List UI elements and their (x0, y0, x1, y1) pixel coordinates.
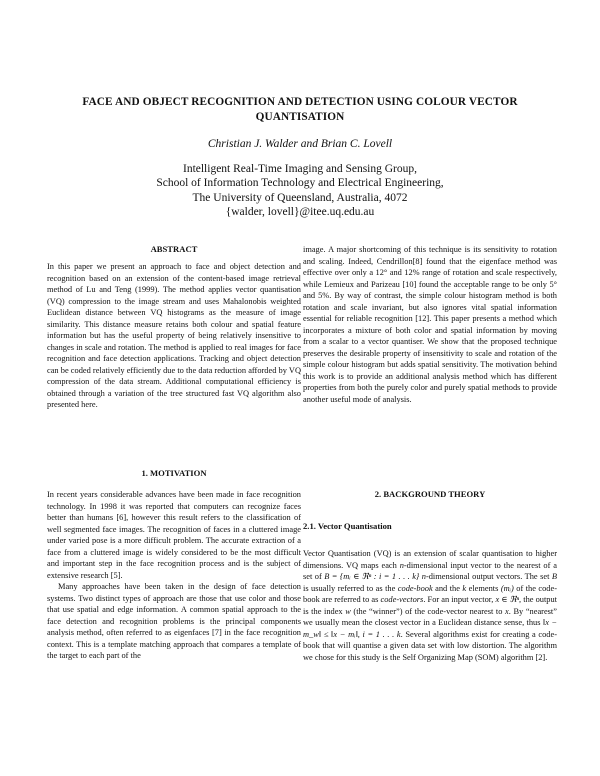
vq-text-12: . By “nearest” we usually mean the closest vector in a Euclidean distance sense, thus (303, 606, 557, 627)
vq-text-1: Vector Quantisation (VQ) is an extension of scalar quantisation to higher dimensions. VQ maps each (303, 549, 557, 570)
vq-text-2: -dimensional input vector to the nearest of a set of (303, 560, 557, 581)
vq-norm-expression: ‖x − m_w‖ ≤ ‖x − mᵢ‖, i = 1 . . . k (303, 618, 557, 639)
vq-math-n-2: n (421, 572, 426, 581)
vq-text-6: and the (432, 583, 463, 593)
title-line-1: FACE AND OBJECT RECOGNITION AND DETECTION USING COLOUR VECTOR (82, 96, 518, 108)
vq-text-11: (the “winner”) of the code-vector nearest to (350, 606, 506, 616)
vq-math-n: n (399, 560, 404, 570)
vq-body (303, 548, 557, 663)
vq-paragraph (303, 548, 557, 663)
vq-text-7: elements (466, 583, 501, 593)
vq-text-10: , the output is the index (303, 595, 558, 616)
motivation-paragraph-1: In recent years considerable advances have been made in face recognition technology. In 1998 it was reported that computers can recognize faces better than humans [6], however this result refers to the classification of well segmented face images. The recognition of faces in a cluttered image under varied pose is a more difficult problem. The accurate extraction of a face from a cluttered image is widely considered to be the most difficult and important step in the face recognition process and is the subject of extensive research [5]. (47, 490, 301, 580)
vq-math-w: w (345, 606, 351, 616)
background-heading: 2. BACKGROUND THEORY (374, 489, 486, 499)
right-column-intro (303, 244, 557, 405)
vq-codevectors-term: code-vectors (380, 595, 424, 604)
vq-text-8: of the code-book are referred to as (303, 583, 557, 604)
vq-subheading: 2.1. Vector Quantisation (303, 521, 392, 531)
motivation-heading: 1. MOTIVATION (141, 468, 207, 478)
vq-text-4: -dimensional output vectors. The set (425, 572, 552, 581)
motivation-body (47, 489, 301, 662)
vq-text-5: is usually referred to as the (303, 583, 398, 593)
abstract-body (47, 261, 301, 411)
vq-math-k: k (462, 583, 467, 593)
affiliation-line-3: The University of Queensland, Australia, 4072 (192, 191, 408, 204)
vq-input-expression: x ∈ ℜⁿ (495, 595, 520, 604)
vq-text-13: . Several algorithms exist for creating a code-book that will quantise a given data set with low distortion. The algorithm we chose for this study is the Self Organizing Map (SOM) algorithm [2]. (303, 629, 557, 662)
vq-math-mi: (mᵢ) (500, 583, 514, 593)
abstract-paragraph: In this paper we present an approach to face and object detection and recognition based on an extension of the content-based image retrieval method of Lu and Teng (1999). The method applies vector quantisation (VQ) compression to the image stream and uses Mahalonobis weighted Euclidean distance between VQ histograms as the measure of image similarity. This distance measure retains both colour and spatial feature information but has the useful property of being relatively insensitive to changes in scale and rotation. The method is applied to real images for face recognition and face detection applications. Tracking and object detection can be coded relatively efficiently due to the data reduction afforded by VQ compression of the data stream. Additional computational efficiency is obtained through a variation of the tree structured fast VQ algorithm also presented here. (47, 262, 301, 409)
abstract-heading: ABSTRACT (150, 244, 198, 254)
motivation-continued-paragraph: image. A major shortcoming of this technique is its sensitivity to rotation and scaling. Indeed, Cendrillon[8] found that the eigenface method was effective over only a 12° and 12% range of rotation and scale respectively, while Lemieux and Parizeau [10] found the acceptable range to be only 5° and 5%. By way of contrast, the simple colour histogram method is both rotation and scale invariant, but also ignores vital spatial information essential for reliable recognition [12]. This paper presents a method which incorporates a mixture of both color and spatial information by moving from a scalar to a vector quantiser. We show that the proposed technique preserves the desirable property of insensitivity to scale and rotation of the simple colour histogram but adds spatial sensitivity. The motivation behind this work is to provide an additional analysis method which has different properties from both the purely color and purely spatial methods to provide another useful mode of analysis. (303, 245, 557, 404)
affiliation-line-1: Intelligent Real-Time Imaging and Sensing Group, (182, 163, 417, 175)
title-line-2: QUANTISATION (255, 111, 345, 123)
vq-codebook-term: code-book (397, 583, 433, 593)
vq-math-b: B (551, 572, 557, 581)
affiliation-email: {walder, lovell}@itee.uq.edu.au (225, 206, 375, 219)
vq-math-x: x (505, 606, 509, 616)
affiliation-line-2: School of Information Technology and Electrical Engineering, (156, 177, 444, 190)
motivation-paragraph-2: Many approaches have been taken in the design of face detection systems. Two distinct types of approach are those that use color and those that use spatial and edge information. A common spatial approach to the face detection and recognition problems is the principal components analysis method, often referred to as eigenfaces [7] in the face recognition context. This is a template matching approach that compares a template of the target to each part of the (47, 582, 301, 660)
paper-title (40, 95, 560, 125)
vq-text-9: . For an input vector, (423, 595, 496, 604)
affiliation-block (40, 162, 560, 220)
author-line: Christian J. Walder and Brian C. Lovell (207, 138, 393, 150)
vq-set-expression: B = {mᵢ ∈ ℜⁿ : i = 1 . . . k} (324, 572, 420, 581)
